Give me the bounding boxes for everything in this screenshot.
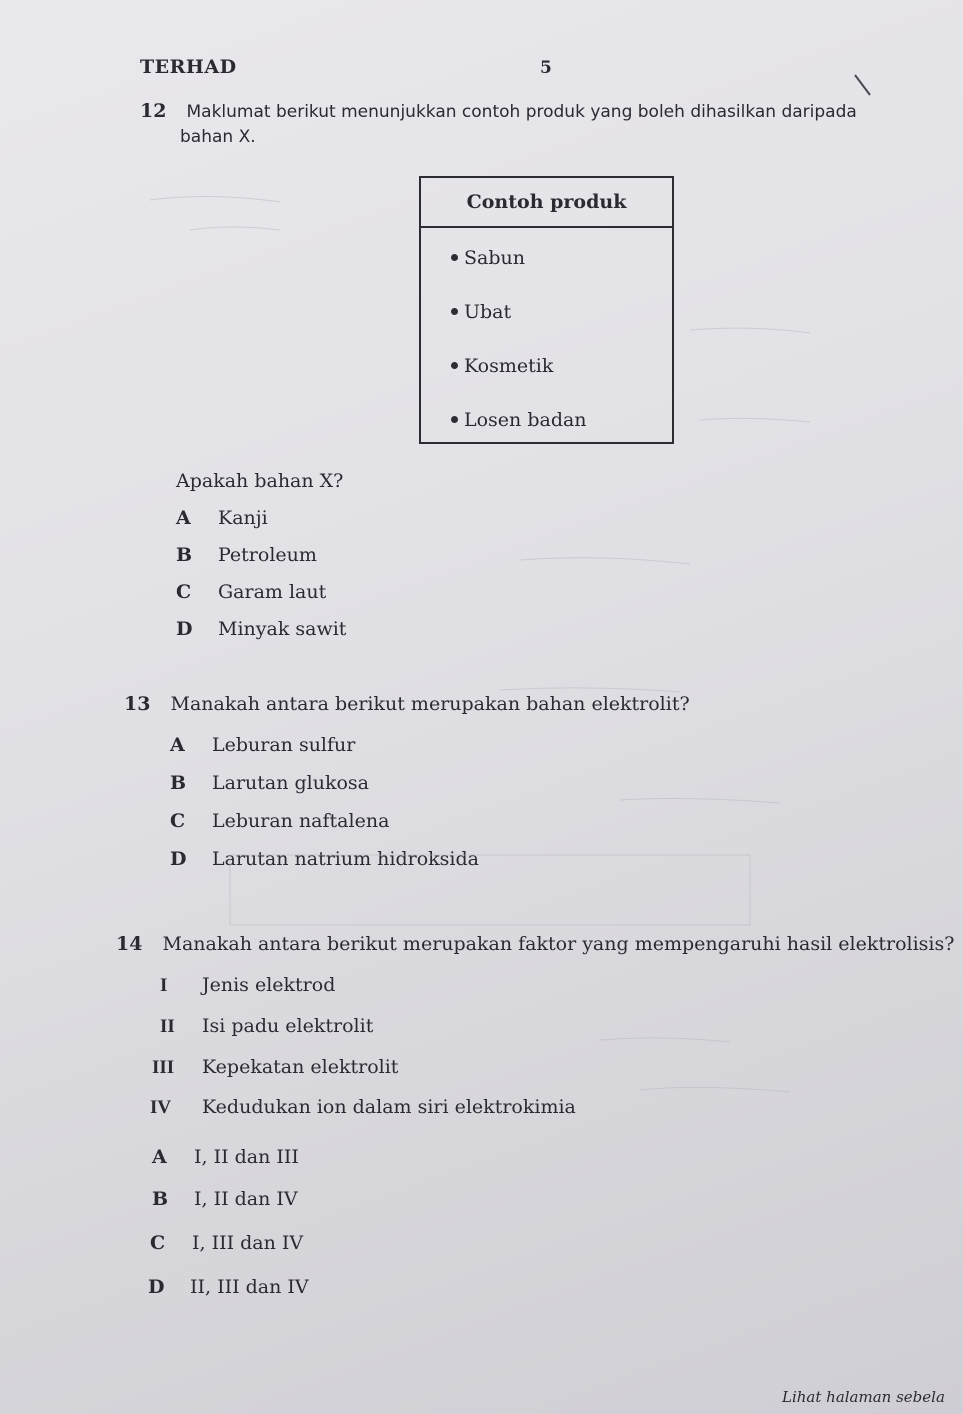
option-text: Garam laut xyxy=(218,581,327,603)
q13-stem-text: Manakah antara berikut merupakan bahan elektrolit? xyxy=(170,693,690,715)
option-text: I, II dan IV xyxy=(194,1188,298,1210)
option-letter: A xyxy=(176,507,191,529)
product-label: Losen badan xyxy=(464,409,587,431)
statement-text: Kepekatan elektrolit xyxy=(202,1056,399,1078)
option-letter: A xyxy=(152,1146,167,1168)
product-label: Kosmetik xyxy=(464,355,554,377)
option-text: Larutan glukosa xyxy=(212,772,370,794)
option-letter: A xyxy=(170,734,185,756)
q12-stem-line2: bahan X. xyxy=(180,127,256,147)
product-label: Ubat xyxy=(464,301,512,323)
option-text: II, III dan IV xyxy=(190,1276,309,1298)
q12-number: 12 xyxy=(140,100,167,122)
statement-text: Kedudukan ion dalam siri elektrokimia xyxy=(202,1096,576,1118)
option-text: Leburan sulfur xyxy=(212,734,356,756)
roman-numeral: I xyxy=(160,975,168,996)
option-letter: D xyxy=(170,848,187,870)
option-text: I, III dan IV xyxy=(192,1232,304,1254)
q14-stem-text: Manakah antara berikut merupakan faktor yang mempengaruhi hasil elektrolisis? xyxy=(162,933,955,955)
option-letter: B xyxy=(170,772,187,794)
option-letter: D xyxy=(176,618,193,640)
q12-table-heading: Contoh produk xyxy=(421,178,672,228)
footer-next-page: Lihat halaman sebela xyxy=(782,1388,945,1406)
roman-numeral: IV xyxy=(150,1097,172,1118)
roman-numeral: II xyxy=(160,1016,175,1037)
option-letter: C xyxy=(170,810,186,832)
statement-text: Jenis elektrod xyxy=(202,974,336,996)
option-letter: B xyxy=(176,544,193,566)
q14-number: 14 xyxy=(116,933,143,955)
option-letter: B xyxy=(152,1188,169,1210)
q12-question: Apakah bahan X? xyxy=(176,470,344,492)
option-text: Kanji xyxy=(218,507,268,529)
option-letter: C xyxy=(176,581,192,603)
page-number: 5 xyxy=(540,58,553,78)
q13-number: 13 xyxy=(124,693,151,715)
option-letter: C xyxy=(150,1232,166,1254)
q12-stem-text: Maklumat berikut menunjukkan contoh produk yang boleh dihasilkan daripada xyxy=(186,102,857,122)
option-text: Minyak sawit xyxy=(218,618,347,640)
option-text: Petroleum xyxy=(218,544,317,566)
statement-text: Isi padu elektrolit xyxy=(202,1015,374,1037)
option-text: Leburan naftalena xyxy=(212,810,390,832)
roman-numeral: III xyxy=(152,1057,175,1078)
header-label: TERHAD xyxy=(140,56,237,78)
product-label: Sabun xyxy=(464,247,525,269)
option-text: Larutan natrium hidroksida xyxy=(212,848,479,870)
option-letter: D xyxy=(148,1276,165,1298)
option-text: I, II dan III xyxy=(194,1146,299,1168)
